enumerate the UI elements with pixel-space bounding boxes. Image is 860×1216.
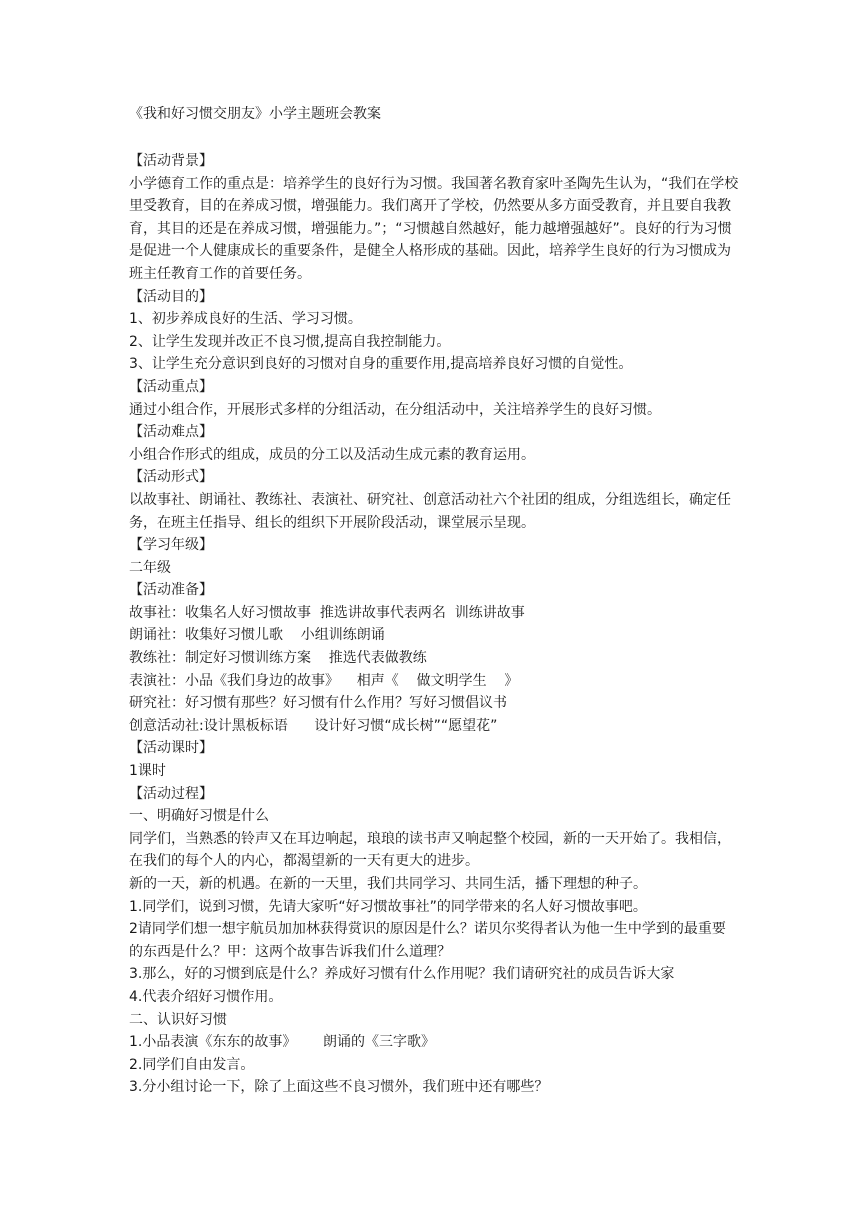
list-item: 3、让学生充分意识到良好的习惯对自身的重要作用,提高培养良好习惯的自觉性。 bbox=[129, 356, 633, 373]
section-heading-preparation: 【活动准备】 bbox=[129, 582, 213, 599]
subsection-heading: 二、认识好习惯 bbox=[129, 1011, 227, 1028]
section-heading-background: 【活动背景】 bbox=[129, 153, 213, 169]
list-item: 表演社：小品《我们身边的故事》 相声《 做文明学生 》 bbox=[129, 672, 519, 689]
paragraph: 1课时 bbox=[129, 763, 166, 780]
section-heading-format: 【活动形式】 bbox=[129, 469, 213, 486]
list-item: 故事社：收集名人好习惯故事 推选讲故事代表两名 训练讲故事 bbox=[129, 604, 525, 621]
list-item: 1、初步养成良好的生活、学习习惯。 bbox=[129, 311, 362, 328]
list-item: 教练社：制定好习惯训练方案 推选代表做教练 bbox=[129, 650, 427, 667]
list-item: 2.同学们自由发言。 bbox=[129, 1056, 255, 1073]
list-item: 创意活动社:设计黑板标语 设计好习惯“成长树”“愿望花” bbox=[129, 717, 498, 734]
list-item: 1.小品表演《东东的故事》 朗诵的《三字歌》 bbox=[129, 1034, 436, 1051]
list-item: 1.同学们，说到习惯，先请大家听“好习惯故事社”的同学带来的名人好习惯故事吧。 bbox=[129, 898, 647, 915]
section-heading-process: 【活动过程】 bbox=[129, 785, 213, 802]
subsection-heading: 一、明确好习惯是什么 bbox=[129, 808, 269, 825]
list-item: 3.分小组讨论一下，除了上面这些不良习惯外，我们班中还有哪些？ bbox=[129, 1079, 549, 1096]
document-title: 《我和好习惯交朋友》小学主题班会教案 bbox=[129, 106, 381, 122]
list-item: 研究社：好习惯有那些？好习惯有什么作用？写好习惯倡议书 bbox=[129, 695, 507, 712]
section-heading-difficulties: 【活动难点】 bbox=[129, 424, 213, 441]
paragraph: 以故事社、朗诵社、教练社、表演社、研究社、创意活动社六个社团的组成，分组选组长，确定任务，在班主任指导、组长的组织下开展阶段活动，课堂展示呈现。 bbox=[129, 491, 731, 531]
list-item: 3.那么，好的习惯到底是什么？养成好习惯有什么作用呢？我们请研究社的成员告诉大家 bbox=[129, 966, 675, 983]
list-item: 朗诵社：收集好习惯儿歌 小组训练朗诵 bbox=[129, 627, 385, 644]
paragraph: 同学们，当熟悉的铃声又在耳边响起，琅琅的读书声又响起整个校园，新的一天开始了。我相信，在我们的每个人的内心，都渴望新的一天有更大的进步。 bbox=[129, 830, 731, 870]
paragraph: 新的一天，新的机遇。在新的一天里，我们共同学习、共同生活，播下理想的种子。 bbox=[129, 876, 647, 892]
section-heading-goals: 【活动目的】 bbox=[129, 288, 213, 305]
list-item: 2请同学们想一想宇航员加加林获得赏识的原因是什么？诺贝尔奖得者认为他一生中学到的最重要的东西是什么？甲：这两个故事告诉我们什么道理？ bbox=[129, 921, 726, 960]
paragraph: 通过小组合作，开展形式多样的分组活动，在分组活动中，关注培养学生的良好习惯。 bbox=[129, 401, 661, 418]
section-heading-duration: 【活动课时】 bbox=[129, 740, 213, 757]
list-item: 4.代表介绍好习惯作用。 bbox=[129, 988, 283, 1005]
paragraph: 二年级 bbox=[129, 559, 171, 576]
list-item: 2、让学生发现并改正不良习惯,提高自我控制能力。 bbox=[129, 333, 451, 350]
section-heading-key-points: 【活动重点】 bbox=[129, 378, 213, 395]
document-body bbox=[129, 150, 739, 1099]
paragraph-background: 小学德育工作的重点是：培养学生的良好行为习惯。我国著名教育家叶圣陶先生认为，“我们在学校里受教育，目的在养成习惯，增强能力。我们离开了学校，仍然要从多方面受教育，并且要自我教育，其目的还是在养成习惯，增强能力。”；“习惯越自然越好，能力越增强越好”。良好的行为习惯是促进一个人健康成长的重要条件，是健全人格形成的基础。因此，培养学生良好的行为习惯成为班主任教育工作的首要任务。 bbox=[129, 175, 739, 282]
section-heading-grade: 【学习年级】 bbox=[129, 537, 213, 554]
paragraph: 小组合作形式的组成，成员的分工以及活动生成元素的教育运用。 bbox=[129, 446, 535, 463]
